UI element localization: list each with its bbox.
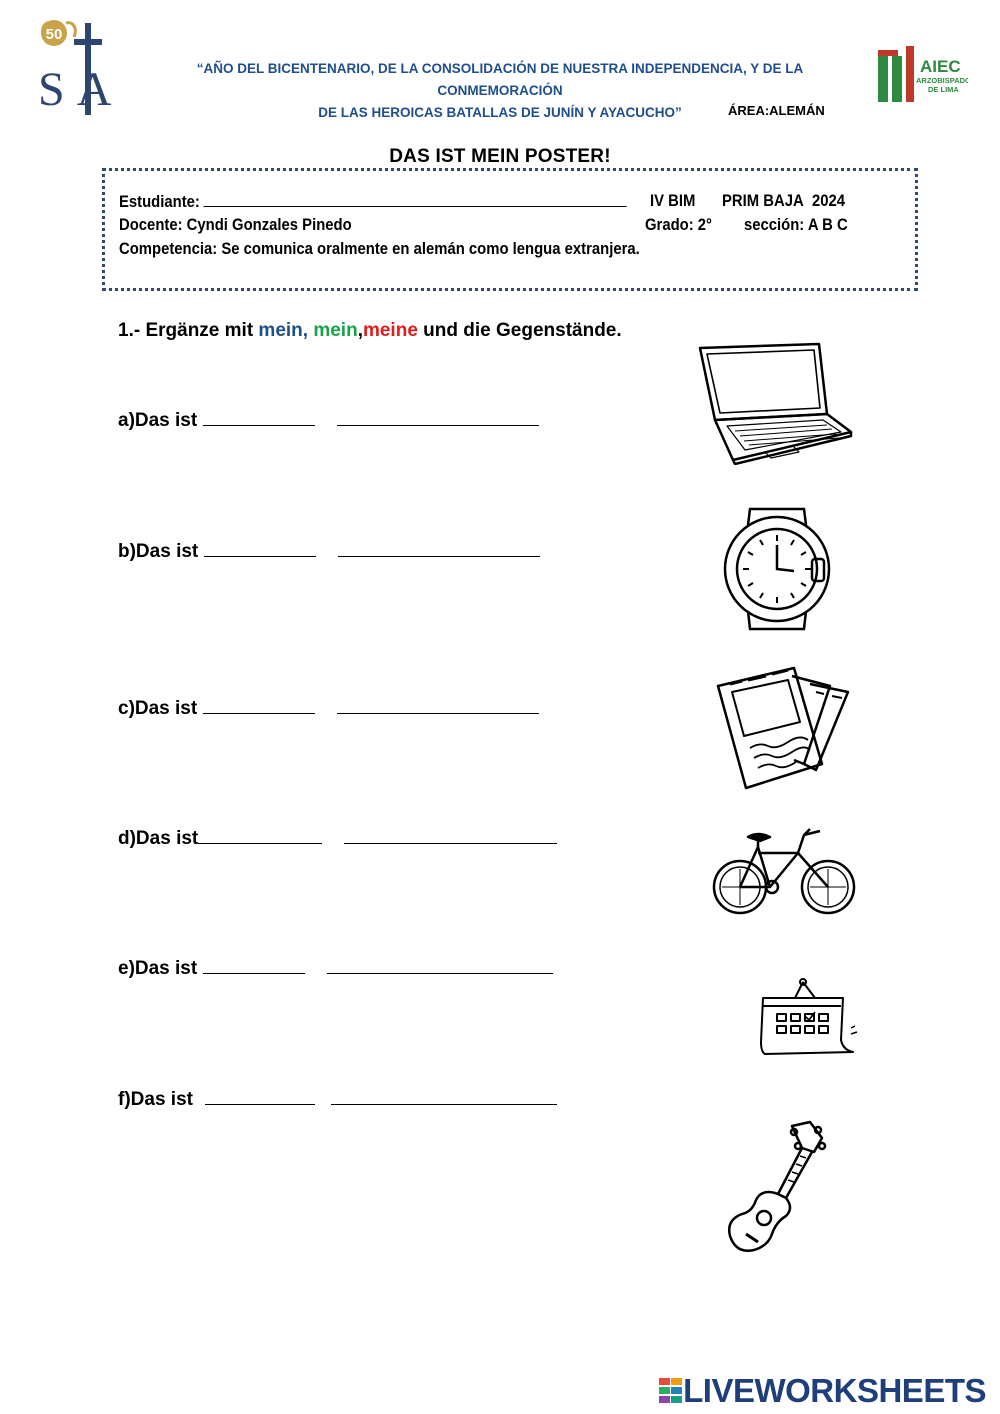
watch-icon: [720, 505, 840, 635]
student-label: Estudiante:: [119, 193, 200, 211]
object-blank-b[interactable]: [338, 540, 540, 557]
aiec-logo: [876, 42, 968, 109]
year-text: 2024: [811, 192, 845, 210]
guitar-icon: [722, 1118, 832, 1258]
object-blank-d[interactable]: [344, 827, 557, 844]
level-text: PRIM BAJA: [722, 192, 804, 210]
item-label-e: e)Das ist: [118, 958, 198, 979]
item-label-c: c)Das ist: [118, 698, 198, 719]
task-prefix: 1.- Ergänze mit: [118, 320, 259, 341]
possessive-blank-c[interactable]: [203, 697, 315, 714]
item-label-f: f)Das ist: [118, 1089, 193, 1110]
possessive-blank-b[interactable]: [204, 540, 316, 557]
bicycle-icon: [710, 825, 860, 921]
grade-label: Grado: 2°: [645, 216, 713, 234]
liveworksheets-logo: [659, 1372, 986, 1410]
calendar-icon: [755, 978, 865, 1058]
competence-label: Competencia: Se comunica oralmente en alemán como lengua extranjera.: [119, 240, 640, 258]
bim-label: IV BIM: [650, 192, 696, 210]
word-meine-red: meine: [362, 320, 418, 341]
student-name-blank[interactable]: [204, 192, 627, 207]
motto-line-1: “AÑO DEL BICENTENARIO, DE LA CONSOLIDACIÓN DE NUESTRA INDEPENDENCIA, Y DE LA CONMEMORACIÓN: [196, 61, 804, 98]
item-row-f: [118, 1088, 557, 1111]
motto-line-2: DE LAS HEROICAS BATALLAS DE JUNÍN Y AYACUCHO”: [318, 105, 682, 120]
liveworksheets-mark-icon: [659, 1378, 683, 1404]
svg-text:SA: SA: [38, 63, 124, 116]
svg-text:ARZOBISPADO: ARZOBISPADO: [916, 76, 968, 85]
school-logo: [30, 15, 125, 125]
item-row-b: [118, 540, 540, 563]
svg-text:50: 50: [45, 26, 63, 43]
task-comma: ,: [357, 320, 363, 341]
worksheet-title: DAS IST MEIN POSTER!: [389, 146, 611, 167]
task-instruction: [118, 320, 622, 342]
item-row-c: [118, 697, 539, 720]
possessive-blank-f[interactable]: [205, 1088, 315, 1105]
object-blank-f[interactable]: [331, 1088, 557, 1105]
item-row-e: [118, 957, 553, 980]
item-row-d: [118, 827, 557, 850]
object-blank-e[interactable]: [327, 957, 553, 974]
item-row-a: [118, 409, 539, 432]
student-row: [119, 192, 627, 212]
section-label: sección: A B C: [744, 216, 848, 234]
object-blank-a[interactable]: [337, 409, 539, 426]
item-label-d: d)Das ist: [118, 828, 199, 849]
svg-text:AIEC: AIEC: [920, 57, 961, 76]
possessive-blank-e[interactable]: [203, 957, 305, 974]
level-label: [722, 192, 845, 211]
word-mein-blue: mein,: [258, 320, 314, 341]
item-label-a: a)Das ist: [118, 410, 198, 431]
task-suffix: und die Gegenstände.: [417, 320, 622, 341]
liveworksheets-brand: LIVEWORKSHEETS: [683, 1372, 986, 1409]
svg-text:DE LIMA: DE LIMA: [928, 85, 959, 94]
laptop-icon: [695, 340, 855, 465]
possessive-blank-d[interactable]: [198, 827, 322, 844]
object-blank-c[interactable]: [337, 697, 539, 714]
item-label-b: b)Das ist: [118, 541, 199, 562]
newspaper-icon: [712, 662, 857, 802]
possessive-blank-a[interactable]: [203, 409, 315, 426]
word-mein-green: mein: [313, 320, 358, 341]
subject-area: ÁREA:ALEMÁN: [728, 103, 825, 118]
teacher-label: Docente: Cyndi Gonzales Pinedo: [119, 216, 352, 234]
